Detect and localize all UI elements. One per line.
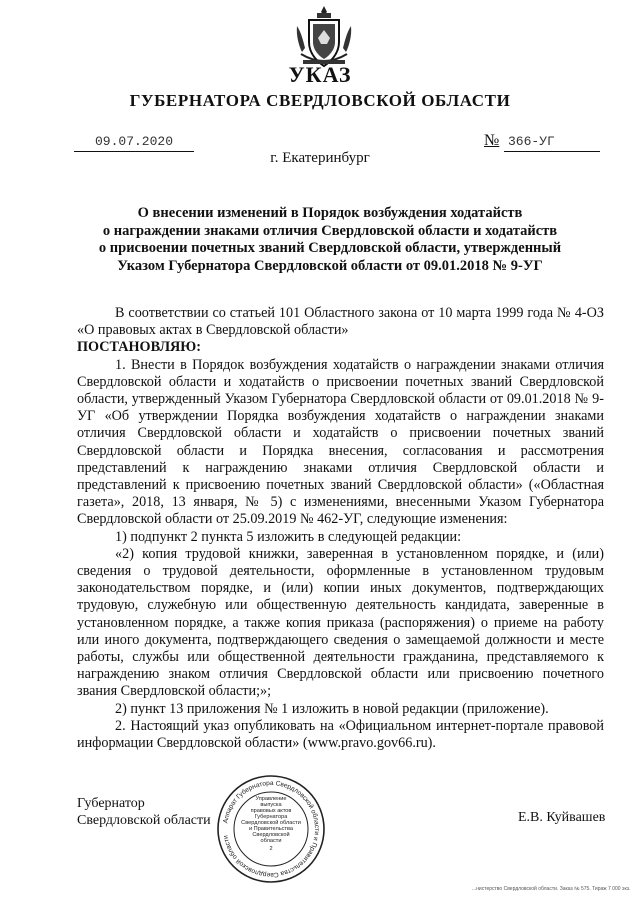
signer-position-line: Губернатор [77,796,145,811]
document-type: УКАЗ [288,62,352,87]
title-line: о присвоении почетных званий Свердловской области, утвержденный [98,240,562,256]
seal-ring-text: Аппарат Губернатора Свердловской области и Правительства Свердловской области [222,779,321,879]
title-line: О внесении изменений в Порядок возбуждения ходатайств [137,205,523,221]
seal-line: правовых актов [250,808,292,814]
seal-line: Управление [255,796,287,802]
subitem-2: 2) пункт 13 приложения № 1 изложить в новой редакции (приложение). [115,700,549,717]
subitem-1: 1) подпункт 2 пункта 5 изложить в следующей редакции: [115,528,462,545]
number-sign: № [484,132,500,149]
signer-position [77,795,211,829]
quoted-text: «2) копия трудовой книжки, заверенная в установленном порядке, и (или) сведения о трудовой деятельности, оформленные в установленном трудовым законодательством порядке, и (или) копии иных документов, подтверждающих трудовую, служебную или общественную деятельность кандидата, заверенные в установленном порядке, а также копия приказа (распоряжения) о приеме на работу или иного документа, подтверждающего сведения о замещаемой должности и месте работы, службы или общественной деятельности гражданина, представляемого к награждению знаком отличия Свердловской области или присвоению почетного звания Свердловской области;»; [77,545,604,700]
item-1: 1. Внести в Порядок возбуждения ходатайств о награждении знаками отличия Свердловской области и ходатайств о присвоении почетных званий Свердловской области, утвержденный Указом Губернатора Свердловской области от 09.01.2018 № 9-УГ «Об утверждении Порядка возбуждения ходатайств о награждении знаками отличия Свердловской области и ходатайств о присвоении почетных званий Свердловской области и Порядка внесения, согласования и рассмотрения представлений к награждению знаками отличия Свердловской области и представлений к присвоению почетных званий Свердловской области» («Областная газета», 2018, 13 января, № 5) с изменениями, внесенными Указом Губернатора Свердловской области от 25.09.2019 № 462-УГ, следующие изменения: [77,356,604,528]
decree-number: 366-УГ [508,134,555,149]
seal-line: области [260,838,282,844]
intro-paragraph: В соответствии со статьей 101 Областного закона от 10 марта 1999 года № 4-ОЗ «О правовых актах в Свердловской области» [77,305,604,339]
decree-title [70,205,590,275]
signer-position-line: Свердловской области [77,813,211,828]
decree-date: 09.07.2020 [94,134,173,149]
title-line: о награждении знаками отличия Свердловской области и ходатайств [102,222,558,239]
title-line: Указом Губернатора Свердловской области от 09.01.2018 № 9-УГ [117,257,543,274]
seal-line: Свердловской [252,832,290,838]
print-footer: ...нистерство Свердловской области. Заказ № 575. Тираж 7 000 экз. [472,886,631,892]
decree-word: ПОСТАНОВЛЯЮ: [77,339,202,356]
official-seal [215,773,327,885]
issuer-title: ГУБЕРНАТОРА СВЕРДЛОВСКОЙ ОБЛАСТИ [129,91,511,110]
city: г. Екатеринбург [270,150,370,166]
coat-of-arms-icon [293,4,355,70]
seal-line: выпуска [260,802,282,808]
seal-line: и Правительства [249,826,293,832]
seal-line: Губернатора [254,814,288,820]
decree-body [77,305,604,752]
seal-line: 2 [269,846,273,852]
signer-name: Е.В. Куйвашев [518,810,606,825]
seal-line: Свердловской области [241,820,301,826]
item-2: 2. Настоящий указ опубликовать на «Официальном интернет-портале правовой информации Свердловской области» (www.pravo.gov66.ru). [77,717,604,752]
